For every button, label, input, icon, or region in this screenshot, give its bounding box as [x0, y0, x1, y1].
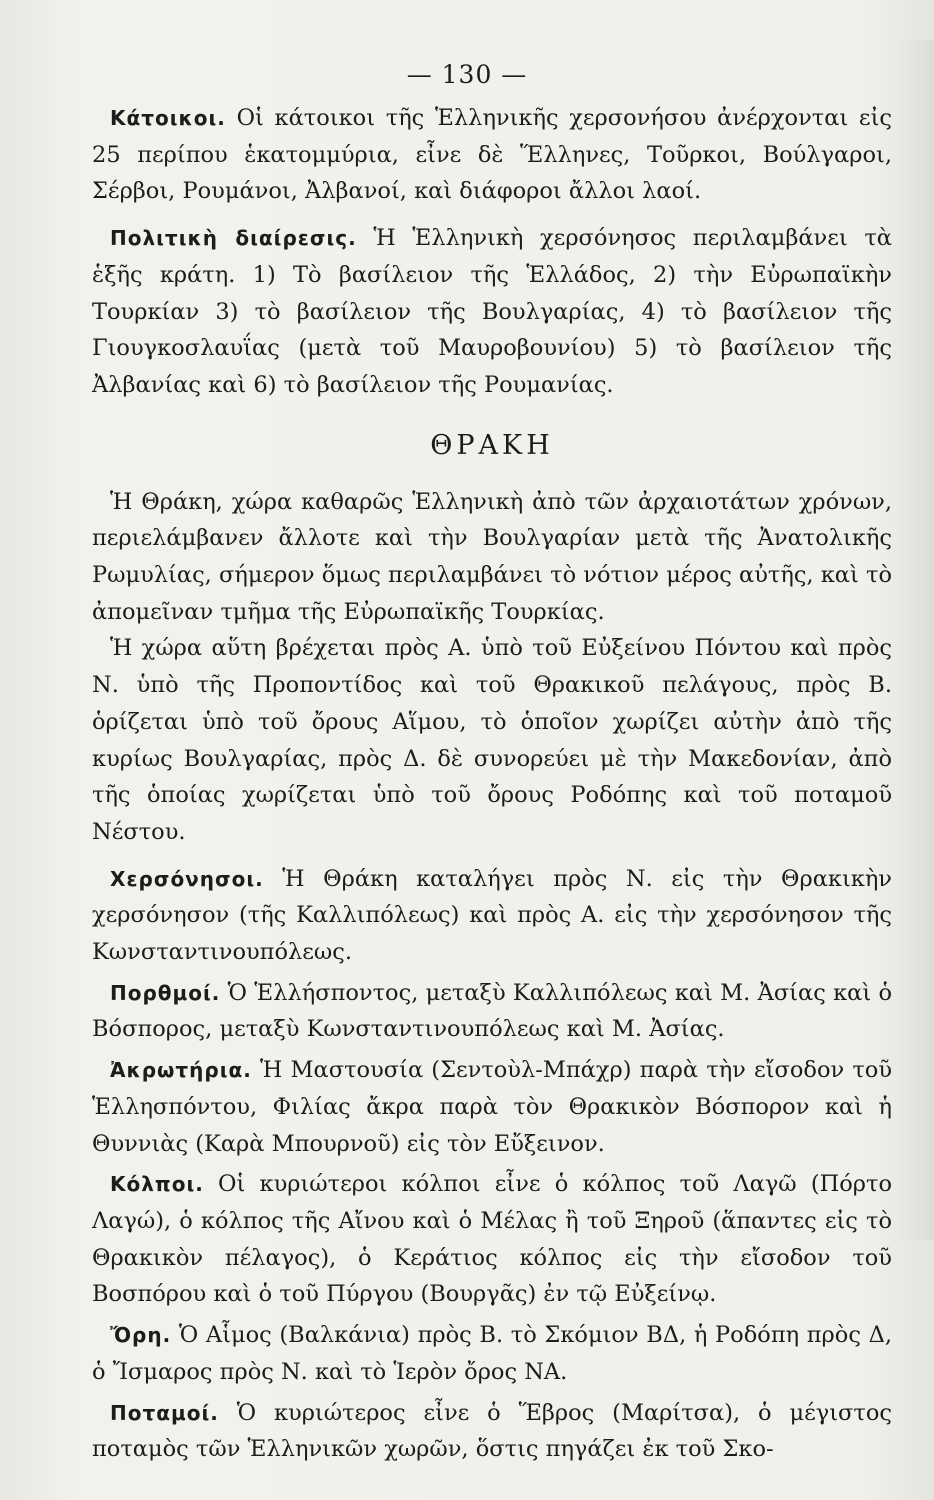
paragraph-text: Ἡ Μαστουσία (Σεντοὺλ-Μπάχρ) παρὰ τὴν εἴσοδον τοῦ Ἑλλησπόντου, Φιλίας ἄκρα παρὰ τὸν Θρακικὸν Βόσπορον καὶ ἡ Θυννιὰς (Καρὰ Μπουρνοῦ) εἰς τὸν Εὔξεινον.: [92, 1057, 892, 1157]
paragraph-lead: Πορθμοί.: [110, 980, 221, 1005]
paragraph-potamoi: [92, 1395, 892, 1468]
paragraph-kolpoi: [92, 1166, 892, 1313]
page-content: [92, 100, 892, 1468]
paragraph-thraki-2: Ἡ χώρα αὕτη βρέχεται πρὸς Α. ὑπὸ τοῦ Εὐξείνου Πόντου καὶ πρὸς Ν. ὑπὸ τῆς Προποντίδος καὶ τοῦ Θρακικοῦ πελάγους, πρὸς Β. ὁρίζεται ὑπὸ τοῦ ὄρους Αἵμου, τὸ ὁποῖον χωρίζει αὐτὴν ἀπὸ τῆς κυρίως Βουλγαρίας, πρὸς Δ. δὲ συνορεύει μὲ τὴν Μακεδονίαν, ἀπὸ τῆς ὁποίας χωρίζεται ὑπὸ τοῦ ὄρους Ροδόπης καὶ τοῦ ποταμοῦ Νέστου.: [92, 635, 892, 845]
paragraph-lead: Ἀκρωτήρια.: [110, 1058, 252, 1083]
paragraph-lead: Χερσόνησοι.: [110, 866, 264, 891]
page-number: — 130 —: [406, 60, 528, 89]
paragraph-text: Ἡ Θράκη καταλήγει πρὸς Ν. εἰς τὴν Θρακικὴν χερσόνησον (τῆς Καλλιπόλεως) καὶ πρὸς Α. εἰς τὴν χερσόνησον τῆς Κωνσταντινουπόλεως.: [92, 865, 892, 966]
paragraph-text: Ὁ Ἑλλήσποντος, μεταξὺ Καλλιπόλεως καὶ Μ. Ἀσίας καὶ ὁ Βόσπορος, μεταξὺ Κωνσταντινουπόλεως καὶ Μ. Ἀσίας.: [92, 979, 892, 1043]
paragraph-porthmoi: [92, 975, 892, 1048]
paragraph-thraki-1: Ἡ Θράκη, χώρα καθαρῶς Ἑλληνικὴ ἀπὸ τῶν ἀρχαιοτάτων χρόνων, περιελάμβανεν ἄλλοτε καὶ τὴν Βουλγαρίαν μετὰ τῆς Ἀνατολικῆς Ρωμυλίας, σήμερον ὅμως περιλαμβάνει τὸ νότιον μέρος αὐτῆς, καὶ τὸ ἀπομεῖναν τμῆμα τῆς Εὐρωπαϊκῆς Τουρκίας.: [92, 488, 892, 625]
paragraph-text: Ὁ Αἷμος (Βαλκάνια) πρὸς Β. τὸ Σκόμιον ΒΔ, ἡ Ροδόπη πρὸς Δ, ὁ Ἴσμαρος πρὸς Ν. καὶ τὸ Ἱερὸν ὄρος ΝΑ.: [92, 1322, 892, 1385]
page-edge-shadow: [894, 40, 934, 1240]
paragraph-text: Ὁ κυριώτερος εἶνε ὁ Ἕβρος (Μαρίτσα), ὁ μέγιστος ποταμὸς τῶν Ἑλληνικῶν χωρῶν, ὅστις πηγάζει ἐκ τοῦ Σκο-: [92, 1399, 892, 1463]
paragraph-text: Ἡ Ἑλληνικὴ χερσόνησος περιλαμβάνει τὰ ἑξῆς κράτη. 1) Τὸ βασίλειον τῆς Ἑλλάδος, 2) τὴν Εὐρωπαϊκὴν Τουρκίαν 3) τὸ βασίλειον τῆς Βουλγαρίας, 4) τὸ βασίλειον τῆς Γιουγκοσλαυΐας (μετὰ τοῦ Μαυροβουνίου) 5) τὸ βασίλειον τῆς Ἀλβανίας καὶ 6) τὸ βασίλειον τῆς Ρουμανίας.: [92, 225, 893, 398]
paragraph-lead: Κόλποι.: [110, 1172, 204, 1197]
paragraph-text: Οἱ κάτοικοι τῆς Ἑλληνικῆς χερσονήσου ἀνέρχονται εἰς 25 περίπου ἑκατομμύρια, εἶνε δὲ Ἕλληνες, Τοῦρκοι, Βούλγαροι, Σέρβοι, Ρουμάνοι, Ἀλβανοί, καὶ διάφοροι ἄλλοι λαοί.: [92, 105, 892, 205]
section-title: ΘΡΑΚΗ: [430, 429, 554, 461]
paragraph-politiki: [92, 220, 892, 404]
paragraph-lead: Ὄρη.: [110, 1323, 172, 1348]
paragraph-chersonisoi: [92, 861, 892, 971]
paragraph-akrotiria: [92, 1052, 892, 1162]
paragraph-lead: Ποταμοί.: [110, 1400, 219, 1425]
paragraph-lead: Πολιτικὴ διαίρεσις.: [110, 226, 357, 251]
paragraph-ori: [92, 1317, 892, 1390]
paragraph-katoikoi: [92, 100, 892, 210]
paragraph-text: Οἱ κυριώτεροι κόλποι εἶνε ὁ κόλπος τοῦ Λαγῶ (Πόρτο Λαγώ), ὁ κόλπος τῆς Αἴνου καὶ ὁ Μέλας ἢ τοῦ Ξηροῦ (ἅπαντες εἰς τὸ Θρακικὸν πέλαγος), ὁ Κεράτιος κόλπος εἰς τὴν εἴσοδον τοῦ Βοσπόρου καὶ ὁ τοῦ Πύργου (Βουργᾶς) ἐν τῷ Εὐξείνῳ.: [92, 1171, 892, 1308]
paragraph-lead: Κάτοικοι.: [110, 106, 226, 130]
